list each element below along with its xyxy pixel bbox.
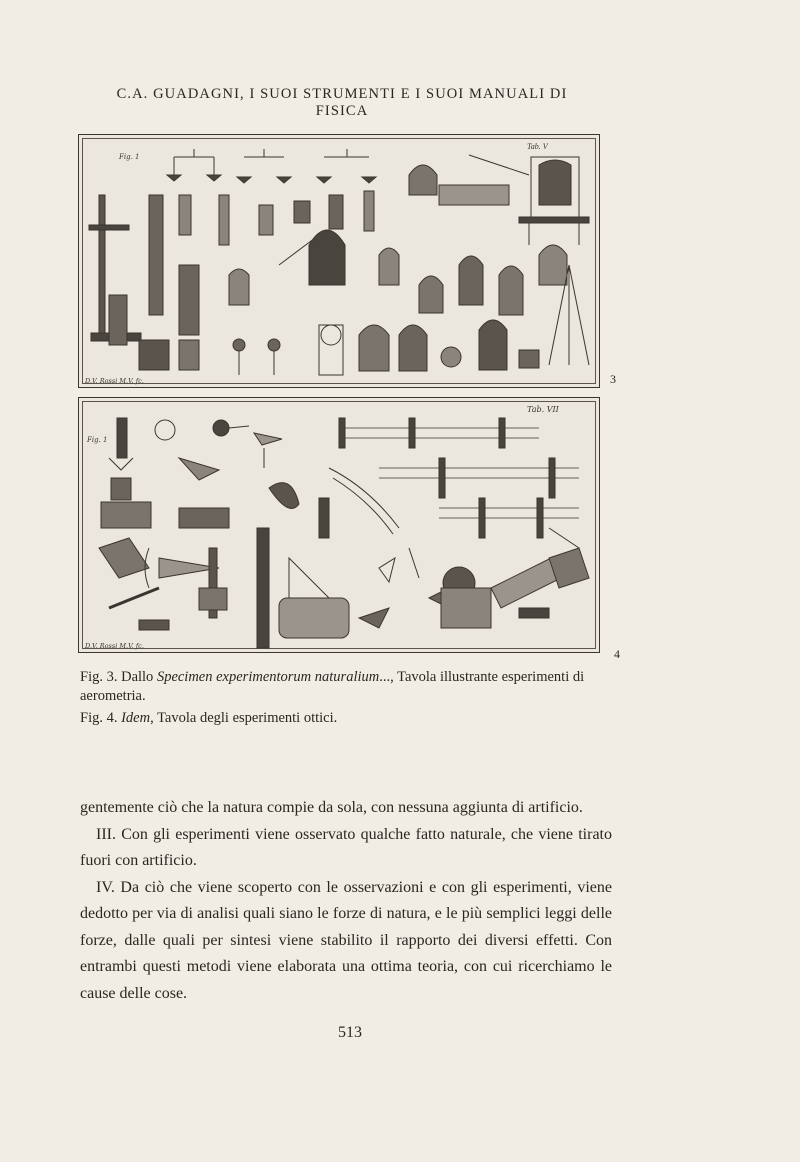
plate1-number: 3 bbox=[610, 372, 616, 386]
caption-fig4 bbox=[80, 709, 605, 728]
page-number: 513 bbox=[338, 1024, 362, 1041]
body-text bbox=[80, 795, 612, 1007]
plate2-signature: D.V. Rossi M.V. fc. bbox=[85, 642, 144, 650]
plate2-tab-label: Tab. VII bbox=[527, 405, 559, 414]
plate-aerometry bbox=[78, 134, 600, 388]
caption-fig4-title: Idem bbox=[121, 710, 151, 726]
paragraph-iii: III. Con gli esperimenti viene osservato qualche fatto naturale, che viene tirato fuori con artificio. bbox=[80, 825, 612, 869]
aerometry-engraving bbox=[79, 135, 599, 387]
caption-fig3-title: Specimen experimentorum naturalium bbox=[156, 669, 380, 685]
plate-optics bbox=[78, 397, 600, 653]
caption-fig3-suffix: ..., Tavola illustrante esperimenti di aerometria. bbox=[80, 669, 585, 704]
paragraph-continuation: gentemente ciò che la natura compie da sola, con nessuna aggiunta di artificio. bbox=[80, 799, 583, 816]
caption-fig4-prefix: Fig. 4. bbox=[80, 710, 122, 726]
plate2-number: 4 bbox=[614, 647, 620, 661]
plate2-fig-label: Fig. 1 bbox=[87, 436, 108, 444]
plate1-tab-label: Tab. V bbox=[527, 142, 548, 151]
caption-fig4-suffix: , Tavola degli esperimenti ottici. bbox=[150, 710, 338, 726]
paragraph-iv: IV. Da ciò che viene scoperto con le osservazioni e con gli esperimenti, viene dedotto per via di analisi quali siano le forze di natura, e le più semplici leggi delle forze, dalle quali per sintesi viene stabilito il rapporto dei diversi effetti. Con entrambi questi metodi viene elaborata una ottima teoria, con cui ricerchiamo le cause delle cose. bbox=[80, 878, 612, 1002]
caption-fig3-prefix: Fig. 3. Dallo bbox=[80, 669, 157, 685]
running-head: C.A. GUADAGNI, I SUOI STRUMENTI E I SUOI MANUALI DI FISICA bbox=[116, 86, 568, 119]
plate1-fig-label: Fig. 1 bbox=[119, 153, 140, 161]
caption-fig3 bbox=[80, 668, 605, 706]
optics-engraving bbox=[79, 398, 599, 652]
plate1-signature: D.V. Rossi M.V. fc. bbox=[85, 377, 144, 385]
